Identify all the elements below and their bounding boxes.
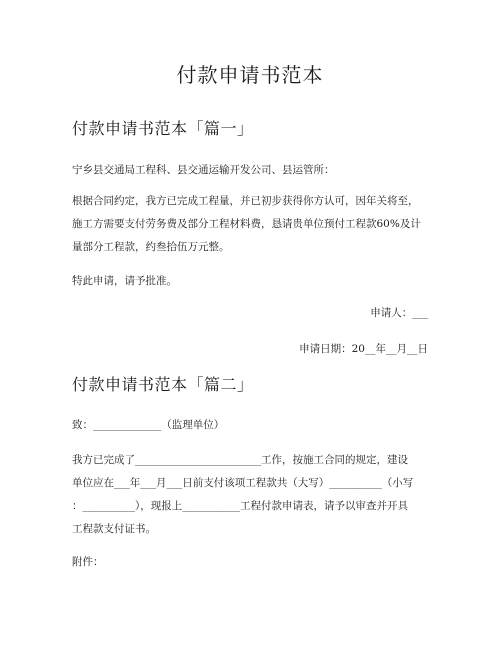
- section-2-body: [72, 449, 430, 541]
- section-2-body-line-2: 单位应在___年___月___日前支付该项工程款共（大写）__________（小写: [72, 477, 414, 489]
- section-1-body: [72, 190, 430, 259]
- section-2-heading: 付款申请书范本「篇二」: [72, 375, 254, 394]
- section-1-body-line-2: 施工方需要支付劳务费及部分工程材料费，恳请贵单位预付工程款60%及计: [72, 218, 421, 230]
- section-2-body-line-3: ：__________），现报上___________工程付款申请表，请予以审查并开具: [72, 500, 408, 512]
- section-1-body-line-3: 量部分工程款，约叁拾伍万元整。: [72, 241, 230, 253]
- section-1-body-line-1: 根据合同约定，我方已完成工程量，并已初步获得你方认可，因年关将至，: [72, 195, 419, 207]
- section-1-heading: 付款申请书范本「篇一」: [72, 119, 254, 138]
- section-2-to-line: 致：_____________（监理单位）: [72, 419, 225, 431]
- document-title: 付款申请书范本: [176, 63, 324, 87]
- section-1-salutation: 宁乡县交通局工程科、县交通运输开发公司、县运管所：: [72, 164, 335, 176]
- section-2-body-line-1: 我方已完成了________________________工作，按施工合同的规定，建设: [72, 454, 408, 466]
- section-2-body-line-4: 工程款支付证书。: [72, 523, 156, 535]
- section-2-attachment: 附件：: [72, 556, 104, 568]
- section-1-request: 特此申请，请予批准。: [72, 275, 177, 287]
- section-1-date: 申请日期：20__年__月__日: [299, 343, 428, 355]
- section-1-applicant: 申请人：___: [370, 307, 428, 319]
